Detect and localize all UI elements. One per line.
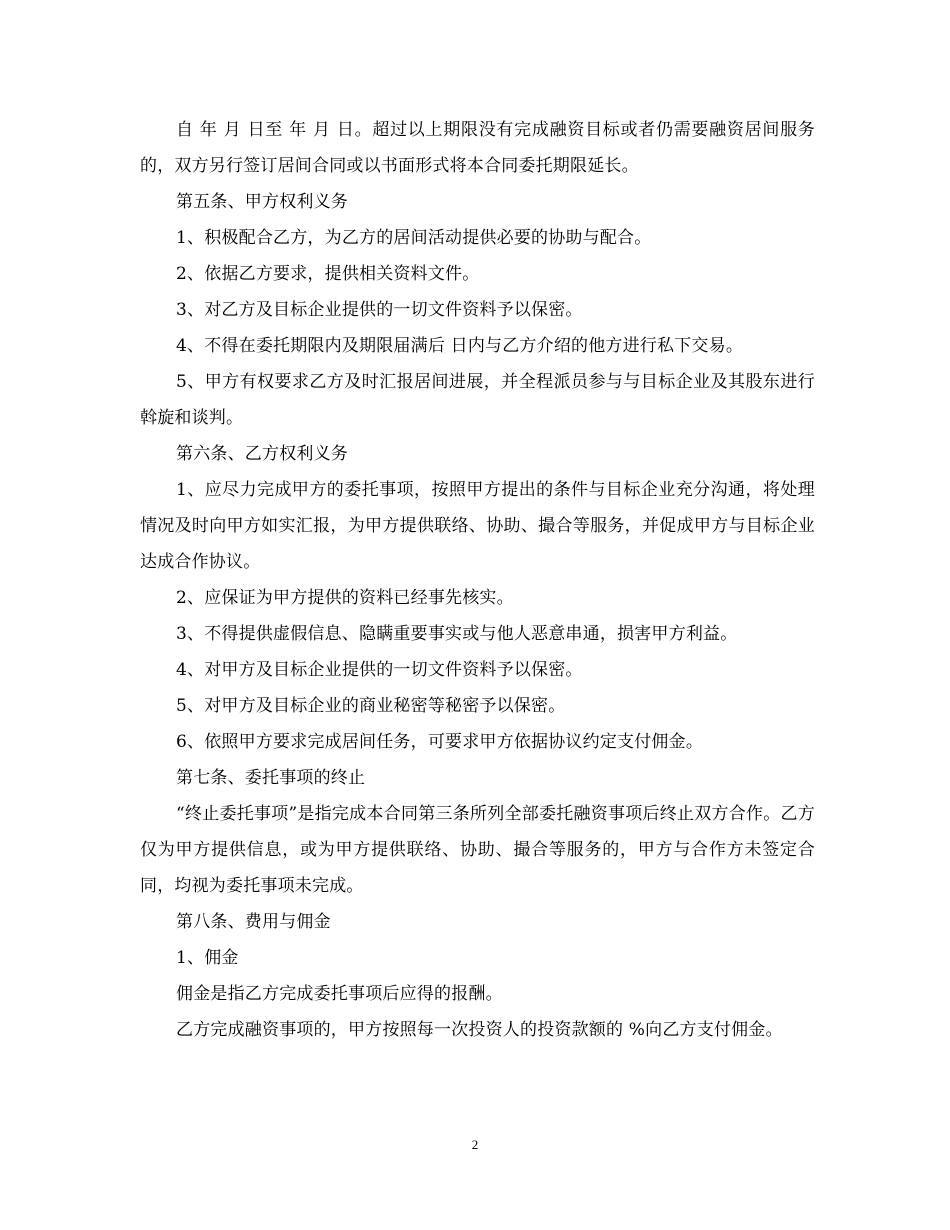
paragraph-term-period: 自 年 月 日至 年 月 日。超过以上期限没有完成融资目标或者仍需要融资居间服务的，双方另行签订居间合同或以书面形式将本合同委托期限延长。	[140, 120, 815, 176]
heading-article-7: 第七条、委托事项的终止	[176, 768, 366, 788]
paragraph-8-1: 1、佣金	[176, 948, 239, 968]
paragraph-7-1: “终止委托事项”是指完成本合同第三条所列全部委托融资事项后终止双方合作。乙方仅为甲方提供信息，或为甲方提供联络、协助、撮合等服务的，甲方与合作方未签定合同，均视为委托事项未完成。	[140, 804, 815, 896]
paragraph-6-6: 6、依照甲方要求完成居间任务，可要求甲方依据协议约定支付佣金。	[176, 732, 704, 752]
paragraph-5-2: 2、依据乙方要求，提供相关资料文件。	[176, 264, 480, 284]
paragraph-5-3: 3、对乙方及目标企业提供的一切文件资料予以保密。	[176, 300, 583, 320]
paragraph-8-definition: 佣金是指乙方完成委托事项后应得的报酬。	[176, 984, 503, 1004]
paragraph-5-1: 1、积极配合乙方，为乙方的居间活动提供必要的协助与配合。	[176, 228, 652, 248]
paragraph-6-3: 3、不得提供虚假信息、隐瞒重要事实或与他人恶意串通，损害甲方利益。	[176, 624, 738, 644]
paragraph-6-2: 2、应保证为甲方提供的资料已经事先核实。	[176, 588, 514, 608]
paragraph-5-5: 5、甲方有权要求乙方及时汇报居间进展，并全程派员参与与目标企业及其股东进行斡旋和谈判。	[140, 372, 815, 428]
heading-article-5: 第五条、甲方权利义务	[176, 192, 348, 212]
paragraph-5-4: 4、不得在委托期限内及期限届满后 日内与乙方介绍的他方进行私下交易。	[176, 336, 744, 356]
paragraph-6-5: 5、对甲方及目标企业的商业秘密等秘密予以保密。	[176, 696, 566, 716]
heading-article-6: 第六条、乙方权利义务	[176, 444, 348, 464]
paragraph-6-4: 4、对甲方及目标企业提供的一切文件资料予以保密。	[176, 660, 583, 680]
page-number: 2	[471, 1137, 479, 1152]
document-body	[140, 112, 815, 1048]
heading-article-8: 第八条、费用与佣金	[176, 912, 331, 932]
paragraph-8-commission: 乙方完成融资事项的，甲方按照每一次投资人的投资款额的 %向乙方支付佣金。	[176, 1020, 783, 1040]
paragraph-6-1: 1、应尽力完成甲方的委托事项，按照甲方提出的条件与目标企业充分沟通，将处理情况及时向甲方如实汇报，为甲方提供联络、协助、撮合等服务，并促成甲方与目标企业达成合作协议。	[140, 480, 815, 572]
